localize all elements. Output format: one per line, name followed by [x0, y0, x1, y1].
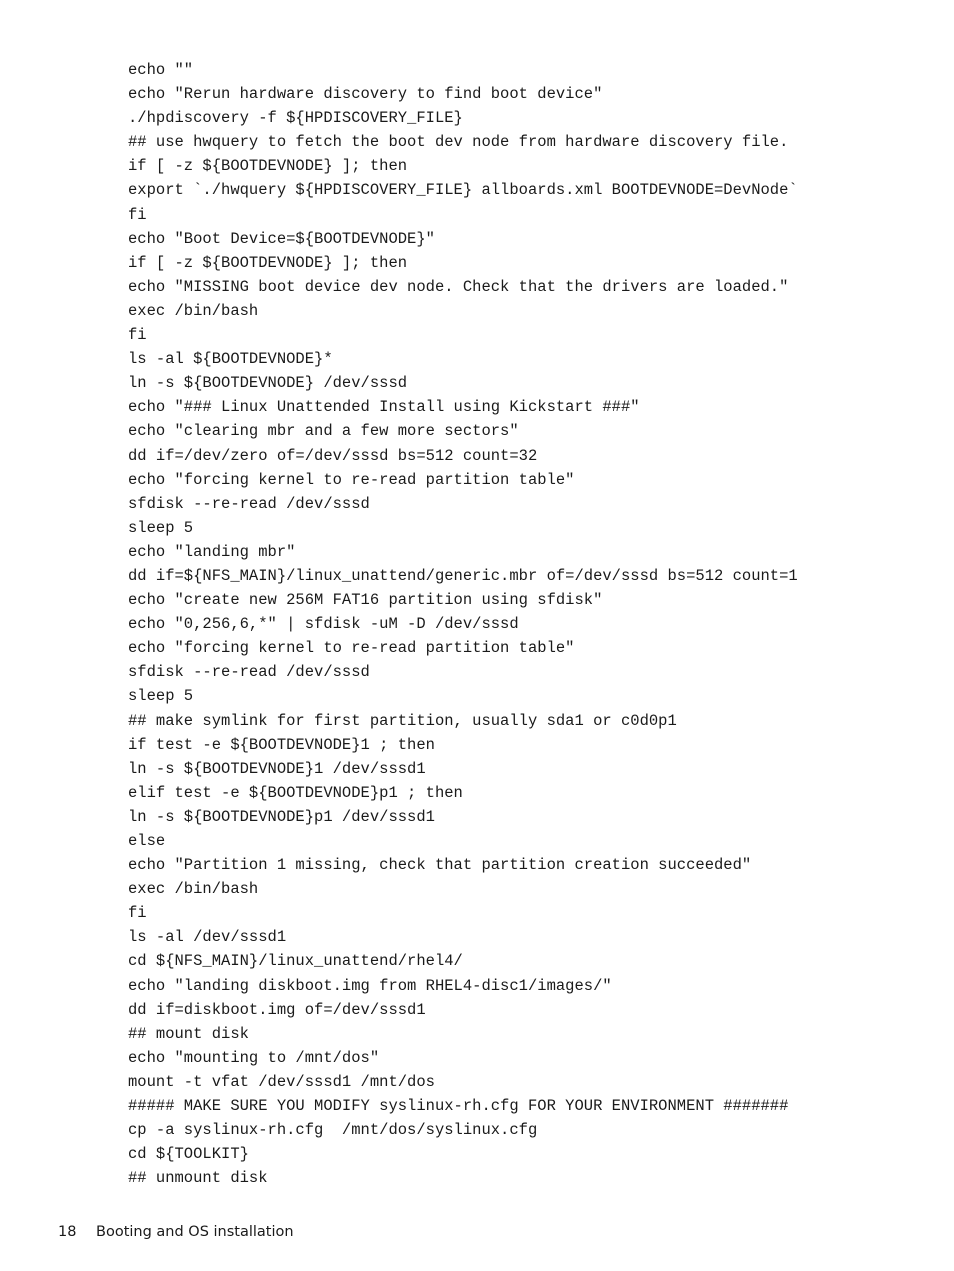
code-line: ln -s ${BOOTDEVNODE}1 /dev/sssd1 [128, 759, 426, 778]
code-line: echo "" [128, 61, 194, 79]
code-line: cd ${TOOLKIT} [128, 1145, 249, 1164]
code-line: echo "### Linux Unattended Install using Kickstart ###" [128, 398, 640, 417]
code-line: exec /bin/bash [128, 880, 259, 899]
code-line: ln -s ${BOOTDEVNODE} /dev/sssd [128, 374, 408, 393]
code-line: cp -a syslinux-rh.cfg /mnt/dos/syslinux.cfg [128, 1121, 538, 1140]
code-line: mount -t vfat /dev/sssd1 /mnt/dos [128, 1072, 435, 1091]
code-line: ./hpdiscovery -f ${HPDISCOVERY_FILE} [128, 109, 463, 128]
code-line: sleep 5 [128, 518, 194, 537]
code-line: fi [128, 205, 147, 224]
code-line: fi [128, 326, 147, 345]
code-line: ls -al ${BOOTDEVNODE}* [128, 350, 333, 369]
page-footer [58, 1221, 294, 1243]
code-line: ## make symlink for first partition, usually sda1 or c0d0p1 [128, 711, 677, 730]
code-line: dd if=/dev/zero of=/dev/sssd bs=512 count=32 [128, 446, 538, 465]
code-line: echo "Rerun hardware discovery to find boot device" [128, 85, 603, 104]
code-line: export `./hwquery ${HPDISCOVERY_FILE} allboards.xml BOOTDEVNODE=DevNode` [128, 181, 798, 200]
code-line: echo "mounting to /mnt/dos" [128, 1048, 380, 1067]
code-line: ls -al /dev/sssd1 [128, 928, 287, 947]
code-line: echo "landing diskboot.img from RHEL4-disc1/images/" [128, 976, 612, 995]
code-line: ## unmount disk [128, 1169, 268, 1188]
code-line: echo "Partition 1 missing, check that partition creation succeeded" [128, 856, 752, 875]
code-line: fi [128, 904, 147, 923]
code-line: cd ${NFS_MAIN}/linux_unattend/rhel4/ [128, 952, 463, 971]
code-line: sfdisk --re-read /dev/sssd [128, 494, 370, 513]
code-listing [128, 58, 928, 1190]
code-line: echo "create new 256M FAT16 partition using sfdisk" [128, 591, 603, 610]
code-line: ln -s ${BOOTDEVNODE}p1 /dev/sssd1 [128, 807, 435, 826]
code-line: echo "MISSING boot device dev node. Check that the drivers are loaded." [128, 277, 789, 296]
code-line: echo "landing mbr" [128, 542, 296, 561]
footer-section-title: Booting and OS installation [96, 1224, 294, 1240]
code-line: if test -e ${BOOTDEVNODE}1 ; then [128, 735, 435, 754]
code-line: if [ -z ${BOOTDEVNODE} ]; then [128, 253, 408, 272]
code-line: echo "clearing mbr and a few more sectors" [128, 422, 519, 441]
code-line: ##### MAKE SURE YOU MODIFY syslinux-rh.cfg FOR YOUR ENVIRONMENT ####### [128, 1097, 789, 1116]
code-line: exec /bin/bash [128, 301, 259, 320]
code-line: echo "forcing kernel to re-read partition table" [128, 470, 575, 489]
code-line: if [ -z ${BOOTDEVNODE} ]; then [128, 157, 408, 176]
code-line: else [128, 832, 166, 850]
code-line: elif test -e ${BOOTDEVNODE}p1 ; then [128, 783, 463, 802]
code-line: echo "0,256,6,*" | sfdisk -uM -D /dev/sssd [128, 615, 519, 634]
code-line: echo "Boot Device=${BOOTDEVNODE}" [128, 229, 435, 248]
code-line: dd if=diskboot.img of=/dev/sssd1 [128, 1000, 426, 1019]
code-line: dd if=${NFS_MAIN}/linux_unattend/generic.mbr of=/dev/sssd bs=512 count=1 [128, 566, 798, 585]
code-line: echo "forcing kernel to re-read partition table" [128, 639, 575, 658]
code-line: sleep 5 [128, 687, 194, 706]
page-number: 18 [58, 1224, 77, 1240]
code-line: ## use hwquery to fetch the boot dev node from hardware discovery file. [128, 133, 789, 152]
code-line: sfdisk --re-read /dev/sssd [128, 663, 370, 682]
code-line: ## mount disk [128, 1024, 249, 1043]
